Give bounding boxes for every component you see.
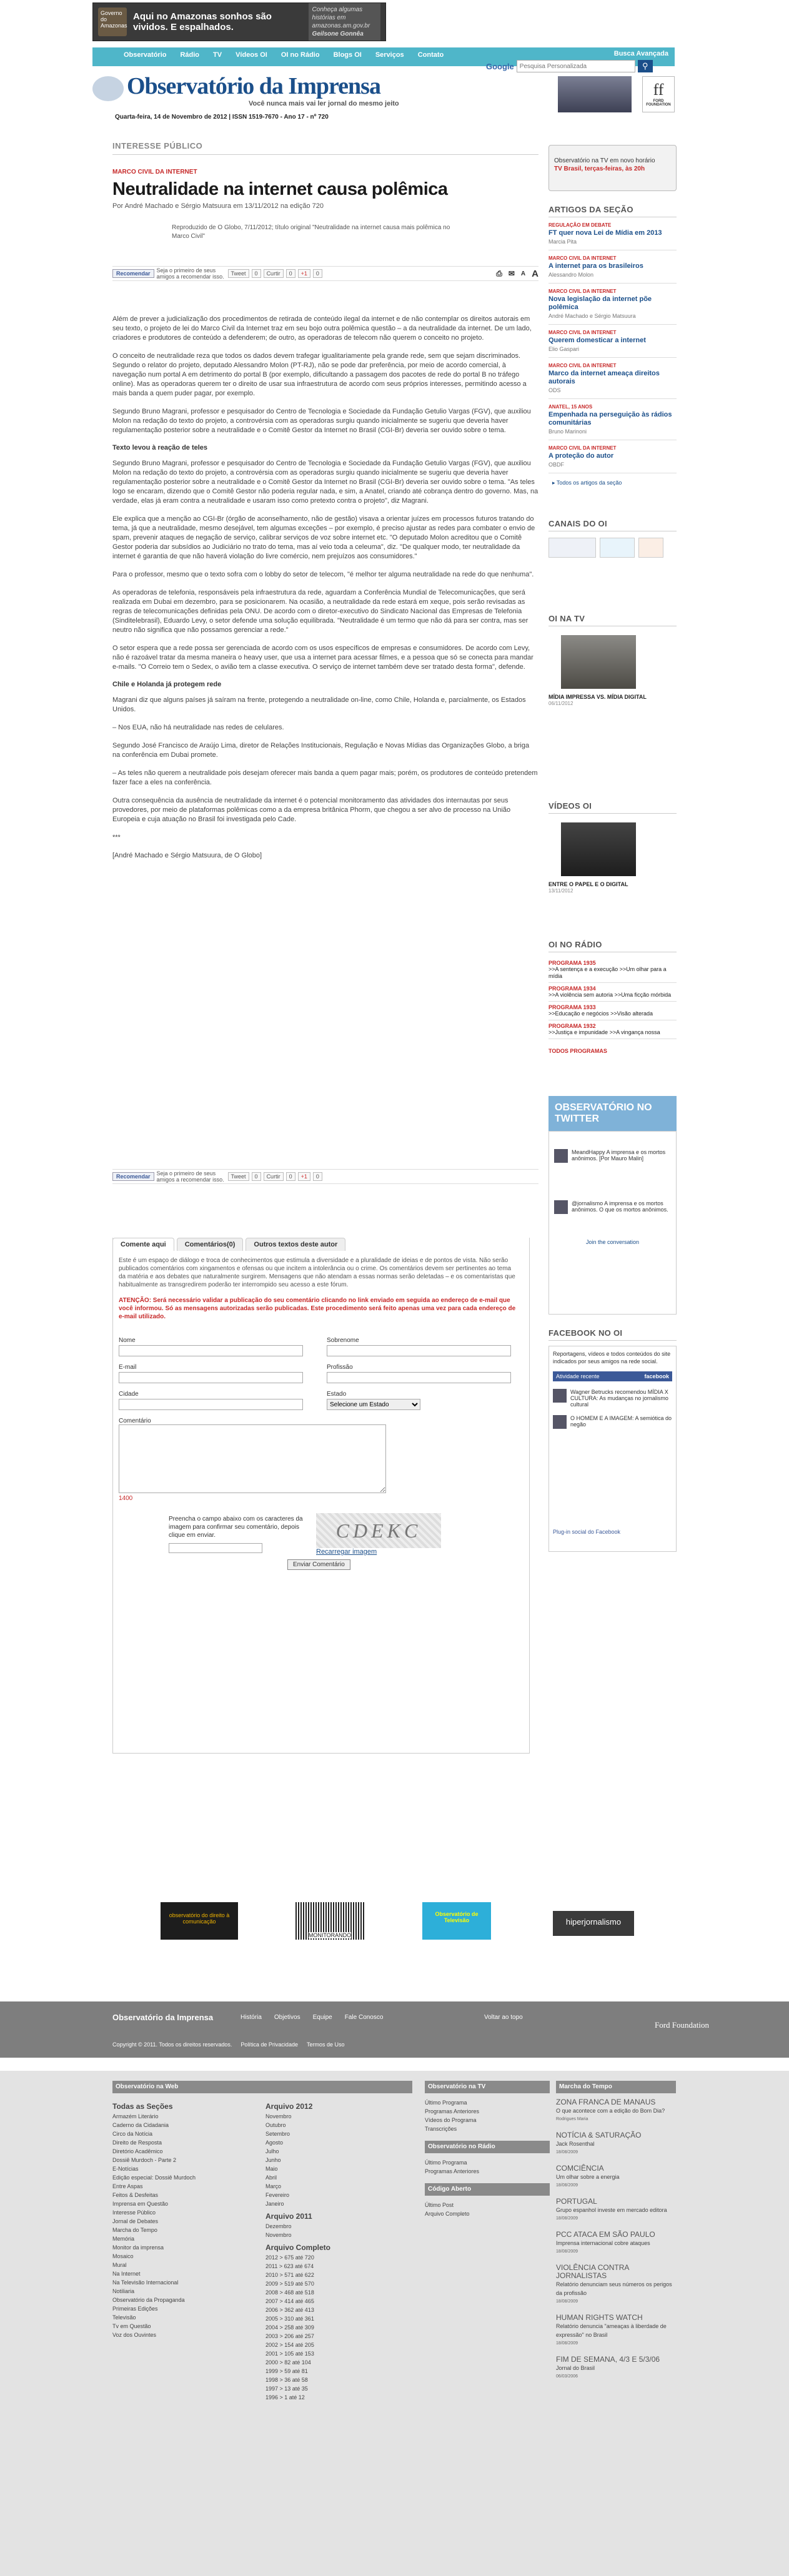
comment-note: Este é um espaço de diálogo e troca de conhecimentos que estimula a diversidade e a pluralidade de ideias e de pontos de vista. Não serão publicados comentários com xingamentos e ofensas ou que incitem a intolerância ou o crime. Os comentários devem ser pertinentes ao tema da matéria e aos debates que naturalmente surgirem. Mensagens que não atendam a essas normas serão deletadas – e os comentaristas que habitualmente as transgredirem poderão ter interrompido seu acesso a este fórum. bbox=[119, 1257, 515, 1288]
cidade-field[interactable] bbox=[119, 1399, 303, 1410]
related-item[interactable]: REGULAÇÃO EM DEBATE FT quer nova Lei de Mídia em 2013 Marcia Pita bbox=[548, 217, 677, 250]
marcha-s: Jornal do Brasil bbox=[556, 2365, 595, 2371]
marcha-item[interactable] bbox=[556, 2131, 676, 2157]
footer-section-link[interactable]: Televisão bbox=[112, 2314, 136, 2321]
marcha-t: PCC ATACA EM SÃO PAULO bbox=[556, 2230, 655, 2239]
nome-label: Nome bbox=[119, 1337, 136, 1344]
footer-section-link[interactable]: Tv em Questão bbox=[112, 2323, 151, 2329]
article-paragraph: Além de prever a judicialização dos procedimentos de retirada de conteúdo ilegal da internet e de não contemplar os direitos autorais em seu texto, o projeto de lei do Marco Civil da Internet traz em seu bojo outra polêmica questão – a da neutralidade da internet. De um lado, criadores e produtores de conteúdo a defenderem; de outro, as operadoras de telecom não querem o conceito no projeto. bbox=[112, 315, 532, 342]
sobrenome-label: Sobrenome bbox=[327, 1337, 359, 1344]
footer-section-link[interactable]: Notiliaria bbox=[112, 2288, 135, 2294]
radio-item[interactable]: PROGRAMA 1934 >>A violência sem autoria >>Uma ficção mórbida bbox=[548, 983, 677, 1002]
captcha bbox=[169, 1513, 519, 1556]
article-paragraph: – Nos EUA, não há neutralidade nas redes de celulares. bbox=[112, 724, 284, 731]
tweet-count: 0 bbox=[252, 269, 261, 278]
tab-comente[interactable]: Comente aqui bbox=[112, 1238, 174, 1251]
footer-web-column bbox=[112, 2081, 412, 2402]
avatar bbox=[553, 1389, 567, 1403]
gplus-count: 0 bbox=[313, 1172, 322, 1181]
curtir-count: 0 bbox=[286, 269, 295, 278]
comment-tabs bbox=[112, 1238, 345, 1251]
site-logo-icon bbox=[92, 76, 124, 101]
marcha-t: VIOLÊNCIA CONTRA JORNALISTAS bbox=[556, 2263, 629, 2280]
search-input[interactable] bbox=[517, 60, 635, 72]
article-paragraph: O conceito de neutralidade reza que todos os dados devem trafegar igualitariamente pela grande rede, sem que sejam discriminados. Segundo o relator do projeto, deputado Alessandro Molon (PT-RJ), não se pode dar preferência, por meio de acordo comercial, à navegação num portal A em detrimento do portal B (por exemplo, dificultando a passagem dos pacotes de rede do portal B no tráfego online). Mas as operadoras querem ter o direito de usar sua infraestrutura de acordo com seus próprios interesses, permitindo acesso a mais banda a quem puder pagar, por exemplo. bbox=[112, 352, 527, 397]
footer-link[interactable]: Objetivos bbox=[274, 2014, 300, 2021]
article-paragraph: As operadoras de telefonia, responsáveis pela infraestrutura da rede, aguardam a Conferência Mundial de Telecomunicações, que será realizada em Dubai em dezembro, para se posicionarem. Na ocasião, a neutralidade da rede estará em xeque, pois serão revisadas as regras de telecomunicações definidas pela ONU. De acordo com o diretor-executivo do Sindicato Nacional das Empresas de Telefonia (Sinditelebrasil), Eduardo Levy, o setor defende uma solução equilibrada. "Neutralidade é um termo que não dá para ser contra, mas ser neutro não significa que não possamos gerenciar a rede." bbox=[112, 589, 528, 634]
footer-section-link[interactable]: Voz dos Ouvintes bbox=[112, 2332, 157, 2338]
footer-month-link[interactable]: Setembro bbox=[265, 2131, 290, 2137]
marcha-d: 18/08/2009 bbox=[556, 2341, 578, 2346]
estado-label: Estado bbox=[327, 1391, 347, 1398]
ford-foundation-logo[interactable]: ff FORD FOUNDATION bbox=[642, 76, 675, 112]
footer-section-link[interactable]: Feitos & Desfeitas bbox=[112, 2192, 159, 2198]
facebook-icon[interactable] bbox=[548, 538, 596, 558]
marcha-s: Um olhar sobre a energia bbox=[556, 2174, 620, 2180]
rss-icon[interactable] bbox=[638, 538, 663, 558]
footer-link[interactable]: História bbox=[241, 2014, 262, 2021]
footer-tv-column bbox=[425, 2081, 550, 2218]
footer-year-link[interactable]: 1996 > 1 até 12 bbox=[265, 2394, 305, 2401]
tv-caption: MÍDIA IMPRESSA VS. MÍDIA DIGITAL bbox=[548, 694, 647, 700]
marcha-t: COMCIÊNCIA bbox=[556, 2164, 604, 2173]
tv-heading: OI NA TV bbox=[548, 614, 677, 626]
related-heading: ARTIGOS DA SEÇÃO bbox=[548, 205, 677, 217]
radio-item[interactable]: PROGRAMA 1933 >>Educação e negócios >>Visão alterada bbox=[548, 1002, 677, 1020]
footer-radio-link[interactable]: Programas Anteriores bbox=[425, 2168, 480, 2174]
facebook-plugin-label: Plug-in social do Facebook bbox=[553, 1529, 621, 1535]
comment-form bbox=[119, 1256, 519, 1742]
video-item[interactable] bbox=[548, 822, 677, 926]
share-bar-top bbox=[112, 266, 538, 281]
facebook-item[interactable]: O HOMEM E A IMAGEM: A semiótica do negão bbox=[553, 1415, 672, 1429]
marcha-t: HUMAN RIGHTS WATCH bbox=[556, 2313, 643, 2322]
article-repro: Reproduzido de O Globo, 7/11/2012; título original "Neutralidade na internet causa mais polêmica no Marco Civil" bbox=[172, 224, 450, 240]
tv-date: 06/11/2012 bbox=[548, 701, 573, 706]
footer-year-link[interactable]: 1998 > 36 até 58 bbox=[265, 2377, 308, 2383]
footer-subheading: Arquivo Completo bbox=[265, 2243, 330, 2252]
canais-heading: CANAIS DO OI bbox=[548, 519, 677, 531]
tweet-count: 0 bbox=[252, 1172, 261, 1181]
search-button[interactable]: ⚲ bbox=[638, 60, 653, 72]
footer-month-link[interactable]: Março bbox=[265, 2183, 282, 2189]
footer-month-link[interactable]: Novembro bbox=[265, 2232, 292, 2238]
avatar bbox=[553, 1415, 567, 1429]
footer-section-link[interactable]: Monitor da imprensa bbox=[112, 2244, 164, 2251]
article-separator: *** bbox=[112, 834, 121, 841]
email-icon[interactable]: ✉ bbox=[508, 269, 515, 278]
article-paragraph: Magrani diz que alguns países já saíram na frente, protegendo a neutralidade on-line, como Chile, Holanda e, parcialmente, os Estados Unidos. bbox=[112, 696, 526, 713]
sobrenome-field[interactable] bbox=[327, 1345, 511, 1356]
right-column bbox=[548, 145, 677, 1552]
curtir-button[interactable]: Curtir bbox=[264, 269, 284, 278]
radio-all-link[interactable]: TODOS PROGRAMAS bbox=[548, 1048, 607, 1054]
footer-tv-link[interactable]: Último Programa bbox=[425, 2100, 467, 2106]
email-field[interactable] bbox=[119, 1372, 303, 1383]
facebook-bar: Atividade recente facebook bbox=[553, 1371, 672, 1381]
marcha-d: 18/08/2009 bbox=[556, 2249, 578, 2254]
related-list bbox=[548, 217, 677, 473]
footer-radio-link[interactable]: Último Programa bbox=[425, 2159, 467, 2166]
footer-section-link[interactable]: Mural bbox=[112, 2262, 127, 2268]
cidade-label: Cidade bbox=[119, 1391, 139, 1398]
article bbox=[112, 169, 538, 869]
twitter-widget bbox=[548, 1131, 677, 1315]
footer-tv-link[interactable]: Vídeos do Programa bbox=[425, 2117, 477, 2123]
footer-section-link[interactable]: Entre Aspas bbox=[112, 2183, 143, 2189]
marcha-item[interactable] bbox=[556, 2098, 676, 2124]
twitter-heading: OBSERVATÓRIO NO TWITTER bbox=[548, 1096, 677, 1131]
footer-year-link[interactable]: 2006 > 362 até 413 bbox=[265, 2307, 314, 2313]
nav-radio[interactable]: Rádio bbox=[180, 51, 200, 59]
nav-oi-radio[interactable]: OI no Rádio bbox=[280, 51, 320, 59]
advanced-search-link[interactable]: Busca Avançada bbox=[613, 50, 668, 57]
footer-year-link[interactable]: 2011 > 623 até 674 bbox=[265, 2263, 314, 2269]
advanced-search bbox=[490, 47, 675, 60]
footer-section-link[interactable]: Direito de Resposta bbox=[112, 2139, 162, 2146]
article-kicker: MARCO CIVIL DA INTERNET bbox=[112, 169, 197, 175]
footer-ford-logo[interactable]: Ford Foundation bbox=[655, 2020, 710, 2030]
tab-comentarios[interactable]: Comentários(0) bbox=[177, 1238, 244, 1251]
font-decrease-button[interactable]: A bbox=[520, 270, 526, 277]
footer-year-link[interactable]: 2002 > 154 até 205 bbox=[265, 2342, 314, 2348]
article-signoff: [André Machado e Sérgio Matsuura, de O Globo] bbox=[112, 852, 262, 859]
footer-codigo-link[interactable]: Último Post bbox=[425, 2202, 454, 2208]
footer-section-link[interactable]: Dossiê Murdoch - Parte 2 bbox=[112, 2157, 177, 2163]
nav-tv[interactable]: TV bbox=[213, 51, 222, 59]
reload-captcha-link[interactable]: Recarregar imagem bbox=[316, 1548, 377, 1556]
related-item[interactable]: MARCO CIVIL DA INTERNET A proteção do autor OBDF bbox=[548, 440, 677, 473]
footer-month-link[interactable]: Junho bbox=[265, 2157, 281, 2163]
footer-section-link[interactable]: Mosaico bbox=[112, 2253, 134, 2259]
radio-item[interactable]: PROGRAMA 1932 >>Justiça e impunidade >>A vingança nossa bbox=[548, 1020, 677, 1039]
footer-year-link[interactable]: 2004 > 258 até 309 bbox=[265, 2324, 314, 2331]
share-text: Seja o primeiro de seus amigos a recomendar isso. bbox=[156, 267, 224, 280]
video-caption: ENTRE O PAPEL E O DIGITAL bbox=[548, 881, 628, 887]
font-increase-button[interactable]: A bbox=[532, 268, 538, 279]
footer-year-link[interactable]: 2003 > 206 até 257 bbox=[265, 2333, 314, 2339]
article-paragraph: – As teles não querem a neutralidade pois desejam oferecer mais banda a quem pagar mais; porém, os produtores de conteúdo pretendem fazer face a eles na conferência. bbox=[112, 769, 538, 786]
footer-year-link[interactable]: 2009 > 519 até 570 bbox=[265, 2281, 314, 2287]
profissao-field[interactable] bbox=[327, 1372, 511, 1383]
twitter-join-link[interactable]: Join the conversation bbox=[585, 1239, 640, 1245]
footer-month-link[interactable]: Novembro bbox=[265, 2113, 292, 2120]
tweet-button[interactable]: Tweet bbox=[228, 1172, 249, 1181]
avatar bbox=[554, 1200, 568, 1214]
article-subhead: Texto levou à reação de teles bbox=[112, 444, 208, 452]
date-line: Quarta-feira, 14 de Novembro de 2012 | ISSN 1519-7670 - Ano 17 - nº 720 bbox=[115, 114, 329, 121]
tv-item[interactable] bbox=[548, 635, 677, 787]
section-label: INTERESSE PÚBLICO bbox=[112, 141, 538, 155]
facebook-heading: FACEBOOK NO OI bbox=[548, 1328, 677, 1341]
nav-blogs[interactable]: Blogs OI bbox=[333, 51, 362, 59]
footer-heading: Observatório na Web bbox=[112, 2081, 412, 2093]
marcha-s: Imprensa internacional cobre ataques bbox=[556, 2240, 650, 2246]
marcha-d: 06/03/2006 bbox=[556, 2374, 578, 2379]
gplus-count: 0 bbox=[313, 269, 322, 278]
marcha-t: FIM DE SEMANA, 4/3 E 5/3/06 bbox=[556, 2355, 660, 2364]
radio-heading: OI NO RÁDIO bbox=[548, 940, 677, 952]
article-title: Neutralidade na internet causa polêmica bbox=[112, 179, 448, 199]
footer-section-link[interactable]: Jornal de Debates bbox=[112, 2218, 159, 2224]
footer-year-link[interactable]: 2008 > 468 até 518 bbox=[265, 2289, 314, 2296]
marcha-t: ZONA FRANCA DE MANAUS bbox=[556, 2098, 656, 2106]
related-item[interactable]: MARCO CIVIL DA INTERNET A internet para os brasileiros Alessandro Molon bbox=[548, 250, 677, 284]
ad-title: Aqui no Amazonas sonhos são vividos. E espalhados. bbox=[133, 11, 272, 32]
related-item[interactable]: MARCO CIVIL DA INTERNET Marco da internet ameaça direitos autorais ODS bbox=[548, 358, 677, 399]
curtir-count: 0 bbox=[286, 1172, 295, 1181]
partner-observatorio-tv[interactable]: Observatório de Televisão bbox=[422, 1902, 491, 1940]
footer-section-link[interactable]: Interesse Público bbox=[112, 2209, 156, 2216]
article-subhead: Chile e Holanda já protegem rede bbox=[112, 681, 222, 688]
article-paragraph: Segundo Bruno Magrani, professor e pesquisador do Centro de Tecnologia e Sociedade da Fundação Getulio Vargas (FGV), que auxiliou Molon na redação do texto do projeto, a controvérsia com as operadoras surgiu quando inicialmente se sugeriu que deveria haver regulamentação posterior sobre a neutralidade e o Comitê Gestor da Internet no Brasil (CGI-Br) deveria ser ouvido sobre o tema. bbox=[112, 408, 531, 434]
related-item[interactable]: MARCO CIVIL DA INTERNET Nova legislação da internet põe polêmica André Machado e Sérgio Matsuura bbox=[548, 284, 677, 325]
footer-section-link[interactable]: Observatório da Propaganda bbox=[112, 2297, 185, 2303]
marcha-t: NOTÍCIA & SATURAÇÃO bbox=[556, 2131, 642, 2139]
site-title[interactable]: Observatório da Imprensa bbox=[127, 73, 380, 99]
share-text: Seja o primeiro de seus amigos a recomendar isso. bbox=[156, 1170, 224, 1183]
tweet-item[interactable]: @jornalismo A imprensa e os mortos anônimos. O que os mortos anônimos. bbox=[554, 1200, 671, 1214]
footer-subheading: Arquivo 2011 bbox=[265, 2212, 312, 2221]
marcha-d: Rodrigues Maria bbox=[556, 2117, 588, 2121]
article-paragraph: O setor espera que a rede possa ser gerenciada de acordo com os usos específicos de empresas e consumidores. De acordo com Levy, não é razoável tratar da mesma maneira o heavy user, que usa a internet para acessar filmes, e a pessoa que só se conecta para mandar e-mails. "O Correio tem o Sedex, o avião tem a classe executiva. O serviço de internet também deve ser tratado desta forma", defende. bbox=[112, 644, 533, 671]
back-to-top-link[interactable]: Voltar ao topo bbox=[484, 2014, 523, 2021]
footer-subheading: Arquivo 2012 bbox=[265, 2102, 313, 2111]
article-paragraph: Segundo José Francisco de Araújo Lima, diretor de Relações Institucionais, Regulação e Novas Mídias das Organizações Globo, a briga na conferência em Dubai promete. bbox=[112, 742, 530, 759]
avatar bbox=[554, 1149, 568, 1163]
nome-field[interactable] bbox=[119, 1345, 303, 1356]
site-subtitle: Você nunca mais vai ler jornal do mesmo jeito bbox=[249, 100, 399, 107]
marcha-d: 18/08/2009 bbox=[556, 2216, 578, 2221]
facebook-widget bbox=[548, 1346, 677, 1552]
footer-year-link[interactable]: 2001 > 105 até 153 bbox=[265, 2351, 314, 2357]
marcha-d: 18/08/2009 bbox=[556, 2150, 578, 2154]
marcha-item[interactable] bbox=[556, 2164, 676, 2190]
tweet-button[interactable]: Tweet bbox=[228, 269, 249, 278]
footer-section-link[interactable]: Imprensa em Questão bbox=[112, 2201, 169, 2207]
captcha-instructions: Preencha o campo abaixo com os caracteres da imagem para confirmar seu comentário, depois clique em enviar. bbox=[169, 1515, 306, 1554]
captcha-input[interactable] bbox=[169, 1543, 262, 1553]
gplus-button[interactable]: +1 bbox=[298, 269, 310, 278]
article-paragraph: Para o professor, mesmo que o texto sofra com o lobby do setor de telecom, "é melhor ter alguma neutralidade na rede do que nenhuma". bbox=[112, 571, 534, 578]
comentario-label: Comentário bbox=[119, 1418, 151, 1424]
videos-heading: VÍDEOS OI bbox=[548, 801, 677, 814]
footer-link[interactable]: Fale Conosco bbox=[344, 2014, 384, 2021]
email-label: E-mail bbox=[119, 1364, 137, 1371]
profissao-label: Profissão bbox=[327, 1364, 353, 1371]
footer-links bbox=[241, 2014, 383, 2021]
marcha-d: 18/08/2009 bbox=[556, 2183, 578, 2188]
partner-monitorando[interactable]: MONITORANDO bbox=[295, 1902, 364, 1940]
footer-month-link[interactable]: Dezembro bbox=[265, 2223, 292, 2229]
footer-section-link[interactable]: Memória bbox=[112, 2236, 135, 2242]
comment-warning: ATENÇÃO: Será necessário validar a publicação do seu comentário clicando no link enviado em seguida ao endereço de e-mail que você informou. Só as mensagens autorizadas serão publicadas. Este procedimento será feito apenas uma vez para cada endereço de e-mail utilizado. bbox=[119, 1297, 516, 1320]
nav-contato[interactable]: Contato bbox=[417, 51, 444, 59]
article-byline: Por André Machado e Sérgio Matsuura em 13/11/2012 na edição 720 bbox=[112, 202, 324, 210]
ad-quote: Conheça algumas histórias em amazonas.am.gov.br Geilsone Gonnêa bbox=[309, 3, 380, 41]
footer-section-link[interactable]: Diretório Acadêmico bbox=[112, 2148, 163, 2154]
footer-sitemap bbox=[0, 2071, 789, 2576]
ad-logo: Governo do Amazonas bbox=[98, 7, 127, 36]
footer-section-link[interactable]: Na Internet bbox=[112, 2271, 141, 2277]
footer-year-link[interactable]: 2010 > 571 até 622 bbox=[265, 2272, 314, 2278]
nav-observatorio[interactable]: Observatório bbox=[124, 51, 167, 59]
nav-videos[interactable]: Vídeos OI bbox=[236, 51, 267, 59]
footer-month-link[interactable]: Agosto bbox=[265, 2139, 284, 2146]
marcha-s: Relatório denunciam seus números os perigos da profissão bbox=[556, 2281, 672, 2296]
facebook-text: Reportagens, vídeos e todos conteúdos do site indicados por seus amigos na rede social. bbox=[553, 1351, 671, 1364]
article-body bbox=[112, 315, 538, 861]
footer-marcha-column bbox=[556, 2081, 676, 2389]
comment-textarea[interactable] bbox=[119, 1424, 386, 1493]
footer-heading: Observatório no Rádio bbox=[425, 2141, 550, 2153]
marcha-s: Relatório denuncia "ameaças à liberdade de expressão" no Brasil bbox=[556, 2323, 667, 2338]
footer-year-link[interactable]: 2005 > 310 até 361 bbox=[265, 2316, 314, 2322]
curtir-button[interactable]: Curtir bbox=[264, 1172, 284, 1181]
marcha-d: 18/08/2009 bbox=[556, 2299, 578, 2304]
gplus-button[interactable]: +1 bbox=[298, 1172, 310, 1181]
submit-comment-button[interactable]: Enviar Comentário bbox=[287, 1559, 350, 1570]
footer-month-link[interactable]: Janeiro bbox=[265, 2201, 284, 2207]
search-box bbox=[486, 60, 667, 72]
char-counter: 1400 bbox=[119, 1495, 133, 1502]
footer-legal bbox=[112, 2041, 345, 2048]
footer-link[interactable]: Equipe bbox=[312, 2014, 332, 2021]
canais-widgets bbox=[548, 531, 677, 600]
footer-month-link[interactable]: Fevereiro bbox=[265, 2192, 290, 2198]
footer-month-link[interactable]: Maio bbox=[265, 2166, 278, 2172]
tv-promo[interactable]: Observatório na TV em novo horário TV Brasil, terças-feiras, às 20h bbox=[548, 145, 677, 191]
tab-outros-textos[interactable]: Outros textos deste autor bbox=[246, 1238, 345, 1251]
terms-link[interactable]: Termos de Uso bbox=[306, 2041, 345, 2048]
marcha-s: Grupo espanhol investe em mercado editora bbox=[556, 2207, 667, 2213]
share-bar-bottom bbox=[112, 1169, 538, 1184]
footer-year-link[interactable]: 2000 > 82 até 104 bbox=[265, 2359, 311, 2366]
tv-thumbnail[interactable] bbox=[561, 635, 636, 689]
copyright: Copyright © 2011. Todos os direitos reservados. bbox=[112, 2041, 232, 2048]
marcha-item[interactable] bbox=[556, 2314, 676, 2348]
marcha-item[interactable] bbox=[556, 2231, 676, 2256]
radio-list bbox=[548, 952, 677, 1096]
facebook-recommend-button[interactable]: Recomendar bbox=[112, 1172, 154, 1181]
footer-year-link[interactable]: 2007 > 414 até 465 bbox=[265, 2298, 314, 2304]
facebook-recommend-button[interactable]: Recomendar bbox=[112, 269, 154, 278]
google-label: Google bbox=[486, 61, 514, 71]
footer-month-link[interactable]: Julho bbox=[265, 2148, 279, 2154]
article-paragraph: Ele explica que a menção ao CGI-Br (órgão de aconselhamento, não de gestão) visava a orientar juízes em processos futuros tratando do tema, já que a neutralidade, mesmo desejável, tem algumas exceções – por exemplo, é preciso ajustar as redes para combater o envio de spam, prevenir ataques de negação de serviço, calibrar serviços de voz sobre internet etc. "O deputado Molon acreditou que o Comitê Gestor poderia dar subsídios ao Judiciário no trato do tema, mas aí veio toda a celeuma", diz. "De qualquer modo, ter neutralidade da internet é garantia de que não haverá violação do livre comércio, nem prejuízos aos consumidores." bbox=[112, 515, 535, 560]
print-icon[interactable]: ⎙ bbox=[496, 269, 502, 278]
article-tools bbox=[496, 269, 538, 279]
twitter-icon[interactable] bbox=[600, 538, 635, 558]
footer-top bbox=[0, 2001, 789, 2058]
footer-section-link[interactable]: Armazém Literário bbox=[112, 2113, 159, 2120]
footer-year-link[interactable]: 1999 > 59 até 81 bbox=[265, 2368, 308, 2374]
top-ad-banner[interactable] bbox=[92, 2, 386, 41]
footer-year-link[interactable]: 2012 > 675 até 720 bbox=[265, 2254, 314, 2261]
footer-section-link[interactable]: E-Notícias bbox=[112, 2166, 139, 2172]
marcha-item[interactable] bbox=[556, 2198, 676, 2223]
footer-heading: Marcha do Tempo bbox=[556, 2081, 676, 2093]
all-section-articles-link[interactable]: ▸ Todos os artigos da seção bbox=[552, 480, 622, 486]
tweet-item[interactable]: MeandHappy A imprensa e os mortos anônimos. [Por Mauro Malin] bbox=[554, 1149, 671, 1163]
footer-site-title[interactable]: Observatório da Imprensa bbox=[112, 2013, 214, 2022]
marcha-item[interactable] bbox=[556, 2356, 676, 2381]
privacy-link[interactable]: Política de Privacidade bbox=[241, 2041, 298, 2048]
article-paragraph: Outra consequência da ausência de neutralidade da internet é o potencial monitoramento das atividades dos internautas por seus provedores, por meio de plataformas polêmicas como a da empresa britânica Phorm, que chegou a ser alvo de processo na União Europeia e cuja atuação no Brasil foi investigada pelo Cade. bbox=[112, 797, 511, 823]
related-item[interactable]: ANATEL, 15 ANOS Empenhada na perseguição às rádios comunitárias Bruno Marinoni bbox=[548, 399, 677, 440]
video-date: 13/11/2012 bbox=[548, 888, 573, 894]
estado-select[interactable] bbox=[327, 1399, 420, 1410]
footer-subheading: Todas as Seções bbox=[112, 2102, 173, 2111]
article-paragraph: Segundo Bruno Magrani, professor e pesquisador do Centro de Tecnologia e Sociedade da Fundação Getulio Vargas (FGV), que auxiliou Molon na redação do texto do projeto, a controvérsia com as operadoras surgiu quando inicialmente se sugeriu que deveria haver regulamentação posterior sobre a neutralidade e o Comitê Gestor da Internet no Brasil (CGI-Br) deveria ser ouvido sobre o tema. "As teles logo se encaram, dizendo que o Comitê Gestor não poderia regular nada, e sim, a Anatel, criando até cobrança dentro do governo. Mas, na verdade, elas já eram contra a neutralidade e usaram isso como pretexto contra o projeto", diz Magrani. bbox=[112, 460, 538, 505]
marcha-item[interactable] bbox=[556, 2264, 676, 2306]
nav-servicos[interactable]: Serviços bbox=[375, 51, 404, 59]
video-thumbnail[interactable] bbox=[561, 822, 636, 876]
arrow-right-icon: ▸ bbox=[552, 480, 557, 486]
footer-heading: Observatório na TV bbox=[425, 2081, 550, 2093]
marcha-s: Jack Rosenthal bbox=[556, 2141, 595, 2147]
captcha-image: CDEKC bbox=[316, 1513, 441, 1548]
footer-tv-link[interactable]: Transcrições bbox=[425, 2126, 457, 2132]
partner-hiperjornalismo[interactable]: hiperjornalismo bbox=[553, 1911, 634, 1936]
footer-year-link[interactable]: 1997 > 13 até 35 bbox=[265, 2386, 308, 2392]
footer-codigo-link[interactable]: Arquivo Completo bbox=[425, 2211, 470, 2217]
footer-section-link[interactable]: Caderno da Cidadania bbox=[112, 2122, 169, 2128]
footer-section-link[interactable]: Na Televisão Internacional bbox=[112, 2279, 179, 2286]
footer-section-link[interactable]: Circo da Notícia bbox=[112, 2131, 153, 2137]
footer-tv-link[interactable]: Programas Anteriores bbox=[425, 2108, 480, 2115]
footer-month-link[interactable]: Outubro bbox=[265, 2122, 286, 2128]
marcha-s: O que acontece com a edição do Bom Dia? bbox=[556, 2108, 665, 2114]
radio-item[interactable]: PROGRAMA 1935 >>A sentença e a execução >>Um olhar para a mídia bbox=[548, 957, 677, 983]
partner-observatorio-direito[interactable]: observatório do direito à comunicação bbox=[161, 1902, 238, 1940]
site-header bbox=[92, 61, 675, 131]
marcha-t: PORTUGAL bbox=[556, 2197, 597, 2206]
footer-section-link[interactable]: Edição especial: Dossiê Murdoch bbox=[112, 2174, 196, 2181]
footer-section-link[interactable]: Primeiras Edições bbox=[112, 2306, 158, 2312]
footer-heading: Código Aberto bbox=[425, 2183, 550, 2196]
related-item[interactable]: MARCO CIVIL DA INTERNET Querem domesticar a internet Elio Gaspari bbox=[548, 325, 677, 358]
facebook-item[interactable]: Wagner Betrucks recomendou MÍDIA X CULTURA: As mudanças no jornalismo cultural bbox=[553, 1389, 672, 1408]
footer-month-link[interactable]: Abril bbox=[265, 2174, 277, 2181]
footer-section-link[interactable]: Marcha do Tempo bbox=[112, 2227, 157, 2233]
header-photo bbox=[558, 76, 632, 112]
